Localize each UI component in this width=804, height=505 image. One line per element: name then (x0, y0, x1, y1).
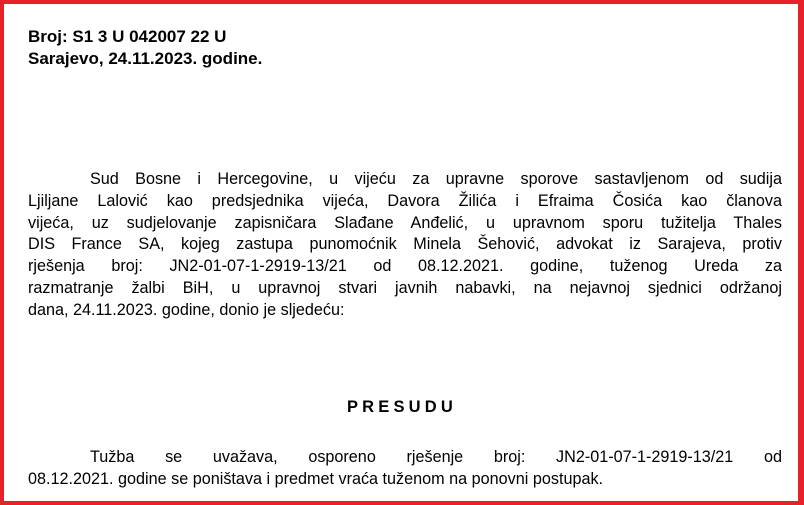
paragraph-line: DIS France SA, kojeg zastupa punomoćnik Minela Šehović, advokat iz Sarajeva, protiv (28, 235, 782, 254)
paragraph-line: vijeća, uz sudjelovanje zapisničara Slađane Anđelić, u upravnom sporu tužitelja Thales (28, 213, 782, 232)
paragraph-line: dana, 24.11.2023. godine, donio je sljedeću: (28, 300, 345, 319)
paragraph-line: Tužba se uvažava, osporeno rješenje broj: JN2-01-07-1-2919-13/21 od (90, 448, 782, 466)
document-header (28, 26, 262, 70)
verdict-title: PRESUDU (346, 398, 458, 416)
paragraph-line: rješenja broj: JN2-01-07-1-2919-13/21 od 08.12.2021. godine, tuženog Ureda za (28, 257, 782, 276)
case-number: Broj: S1 3 U 042007 22 U (28, 27, 227, 46)
paragraph-line: Ljiljane Lalović kao predsjednika vijeća, Davora Žilića i Efraima Čosića kao članova (28, 191, 782, 210)
paragraph-line: Sud Bosne i Hercegovine, u vijeću za upravne sporove sastavljenom od sudija (90, 170, 782, 188)
verdict-paragraph (28, 447, 782, 491)
intro-paragraph (28, 169, 782, 322)
paragraph-line: 08.12.2021. godine se poništava i predmet vraća tuženom na ponovni postupak. (28, 469, 604, 488)
place-date: Sarajevo, 24.11.2023. godine. (28, 49, 263, 68)
paragraph-line: razmatranje žalbi BiH, u upravnoj stvari javnih nabavki, na nejavnoj sjednici održanoj (28, 278, 782, 297)
